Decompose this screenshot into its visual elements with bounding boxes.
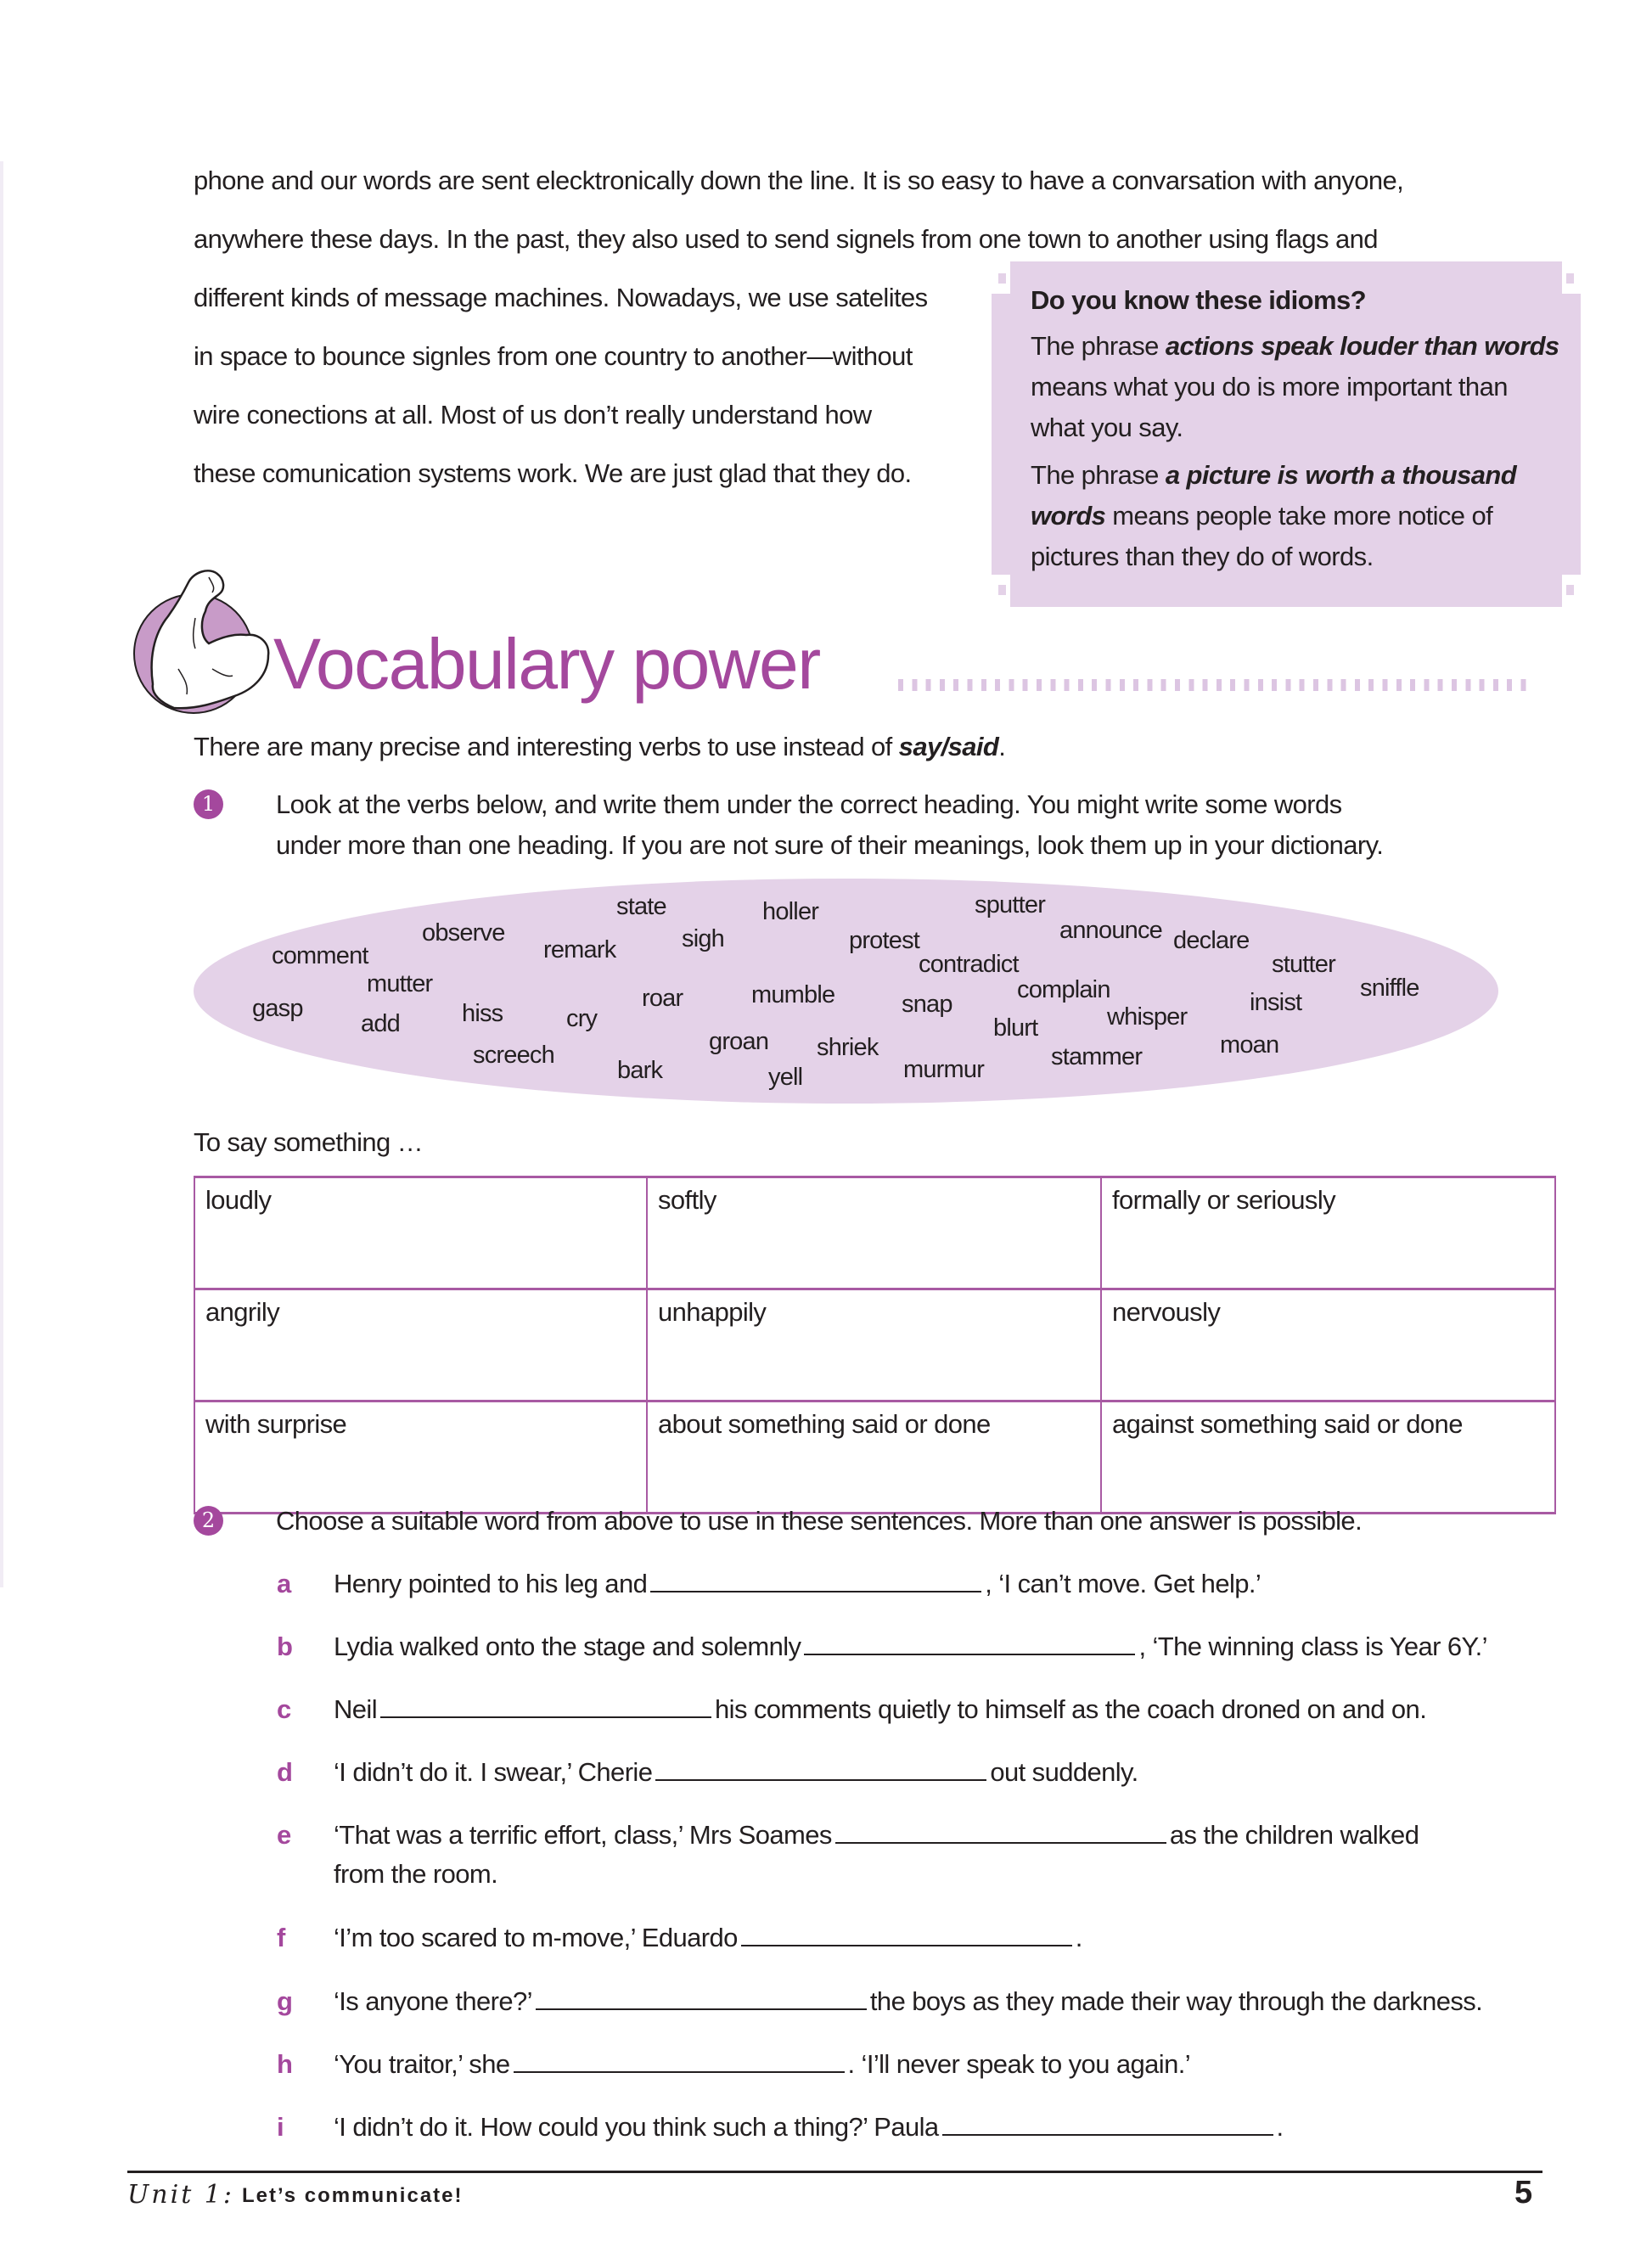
word-bank-word: add: [361, 1010, 400, 1037]
table-cell[interactable]: unhappily: [647, 1289, 1101, 1401]
word-bank-word: mumble: [751, 981, 835, 1008]
idiom-item: The phrase a picture is worth a thousand words means people take more notice of pictures than they do of words.: [1031, 460, 1517, 571]
sentence-text-before: Henry pointed to his leg and: [334, 1569, 648, 1598]
section-title: Vocabulary power: [273, 624, 820, 704]
table-cell[interactable]: about something said or done: [647, 1401, 1101, 1514]
word-bank-word: contradict: [919, 951, 1019, 978]
item-letter: d: [277, 1757, 293, 1787]
word-bank-word: comment: [272, 942, 368, 969]
table-cell[interactable]: angrily: [194, 1289, 647, 1401]
idiom-item: The phrase actions speak louder than words means what you do is more important than what you say.: [1031, 331, 1559, 442]
item-letter: b: [277, 1632, 293, 1661]
table-cell[interactable]: formally or seriously: [1101, 1177, 1555, 1289]
sentence-item: [334, 1628, 1487, 1665]
table-row: [194, 1401, 1555, 1514]
sentence-item: [334, 2109, 1284, 2146]
answer-blank[interactable]: [942, 2110, 1273, 2136]
table-cell[interactable]: softly: [647, 1177, 1101, 1289]
page-number: 5: [1514, 2175, 1533, 2210]
idioms-title: Do you know these idioms?: [1031, 285, 1366, 315]
sentence-item: [334, 1691, 1426, 1728]
word-bank-word: sigh: [682, 925, 724, 952]
answer-blank[interactable]: [380, 1693, 711, 1718]
table-label: To say something …: [194, 1127, 424, 1157]
sentence-item: [334, 1565, 1261, 1603]
word-bank-word: bark: [617, 1057, 663, 1084]
passage-line: phone and our words are sent elecktronically down the line. It is so easy to have a convarsation with anyone,: [194, 166, 1404, 195]
sentence-item: [334, 1919, 1082, 1957]
item-letter: e: [277, 1820, 292, 1850]
table-cell[interactable]: loudly: [194, 1177, 647, 1289]
passage-line: anywhere these days. In the past, they also used to send signels from one town to another using flags and: [194, 224, 1378, 254]
exercise1-instruction: under more than one heading. If you are not sure of their meanings, look them up in your dictionary.: [276, 830, 1384, 860]
sentence-text-after: . ‘I’ll never speak to you again.’: [847, 2049, 1191, 2079]
idiom-phrase: a picture is worth a thousand words: [1031, 460, 1517, 531]
word-bank-word: complain: [1017, 976, 1110, 1003]
sentence-text-before: Neil: [334, 1694, 378, 1724]
word-bank-word: stutter: [1272, 951, 1335, 978]
answer-blank[interactable]: [835, 1818, 1166, 1844]
section-intro: There are many precise and interesting verbs to use instead of say/said.: [194, 732, 1006, 761]
word-bank-word: hiss: [462, 1000, 503, 1027]
heading-dotted-rule: [898, 679, 1526, 691]
sentence-text-before: ‘Is anyone there?’: [334, 1986, 532, 2016]
footer-unit-label: Unit 1:: [127, 2180, 234, 2210]
table-row: [194, 1289, 1555, 1401]
word-bank-word: declare: [1173, 927, 1250, 954]
item-letter: f: [277, 1923, 286, 1952]
word-bank-word: stammer: [1051, 1043, 1143, 1070]
sentence-text-after: .: [1276, 2112, 1284, 2142]
word-bank-word: mutter: [367, 970, 433, 997]
word-bank-word: snap: [902, 991, 952, 1018]
sentence-text-after: .: [1075, 1923, 1082, 1952]
flexed-arm-icon: [127, 567, 272, 718]
exercise-number-badge: 2: [194, 1506, 223, 1536]
word-bank-word: sniffle: [1360, 975, 1419, 1002]
answer-blank[interactable]: [650, 1567, 981, 1592]
sentence-text-after: out suddenly.: [990, 1757, 1138, 1787]
sentence-text-after: the boys as they made their way through the darkness.: [869, 1986, 1483, 2016]
sentence-text-before: ‘I didn’t do it. I swear,’ Cherie: [334, 1757, 653, 1787]
word-bank-word: murmur: [903, 1056, 985, 1083]
table-cell[interactable]: with surprise: [194, 1401, 647, 1514]
sentence-continuation: from the room.: [334, 1859, 498, 1889]
sentence-text-before: ‘I’m too scared to m-move,’ Eduardo: [334, 1923, 738, 1952]
word-bank-word: announce: [1059, 917, 1162, 944]
item-letter: h: [277, 2049, 293, 2079]
word-bank-word: insist: [1250, 989, 1302, 1016]
item-letter: g: [277, 1986, 293, 2016]
sentence-text-before: ‘I didn’t do it. How could you think such a thing?’ Paula: [334, 2112, 939, 2142]
answer-blank[interactable]: [804, 1630, 1135, 1655]
passage-line: wire conections at all. Most of us don’t really understand how: [194, 400, 872, 430]
item-letter: a: [277, 1569, 292, 1598]
word-bank-word: gasp: [252, 995, 303, 1022]
word-bank-word: holler: [762, 898, 819, 925]
sentence-item: [334, 1754, 1138, 1791]
sentence-text-after: his comments quietly to himself as the coach droned on and on.: [715, 1694, 1427, 1724]
sentence-text-after: as the children walked: [1169, 1820, 1419, 1850]
word-bank-word: moan: [1220, 1031, 1279, 1059]
answer-blank[interactable]: [655, 1755, 986, 1781]
item-letter: c: [277, 1694, 292, 1724]
word-bank-word: whisper: [1107, 1003, 1188, 1031]
footer-unit-title: Let’s communicate!: [242, 2184, 464, 2207]
word-bank-word: groan: [709, 1028, 769, 1055]
sentence-item: [334, 1817, 1419, 1854]
word-bank-word: observe: [422, 919, 505, 946]
page-edge-rule: [0, 161, 3, 1587]
sentence-text-before: Lydia walked onto the stage and solemnly: [334, 1632, 801, 1661]
table-cell[interactable]: against something said or done: [1101, 1401, 1555, 1514]
table-row: [194, 1177, 1555, 1289]
sentence-text-before: ‘You traitor,’ she: [334, 2049, 510, 2079]
sentence-text-before: ‘That was a terrific effort, class,’ Mrs Soames: [334, 1820, 832, 1850]
item-letter: i: [277, 2112, 284, 2142]
idiom-phrase: actions speak louder than words: [1165, 331, 1559, 361]
idioms-callout-box: [992, 261, 1581, 607]
word-bank-word: screech: [473, 1042, 554, 1069]
exercise1-instruction: Look at the verbs below, and write them under the correct heading. You might write some words: [276, 789, 1342, 819]
sentence-item: [334, 2046, 1190, 2083]
sentence-text-after: , ‘The winning class is Year 6Y.’: [1138, 1632, 1487, 1661]
word-bank-word: shriek: [817, 1034, 879, 1061]
answer-blank[interactable]: [514, 2047, 845, 2073]
word-bank-word: cry: [566, 1005, 598, 1032]
word-bank-word: roar: [642, 985, 683, 1012]
passage-line: these comunication systems work. We are just glad that they do.: [194, 458, 912, 488]
exercise2-instruction: Choose a suitable word from above to use in these sentences. More than one answer is possible.: [276, 1506, 1363, 1536]
word-bank-word: sputter: [975, 891, 1046, 918]
word-bank-word: yell: [768, 1064, 803, 1091]
passage-line: different kinds of message machines. Nowadays, we use satelites: [194, 283, 928, 312]
word-bank-word: protest: [849, 927, 920, 954]
passage-line: in space to bounce signles from one country to another—without: [194, 341, 913, 371]
footer-rule: [127, 2171, 1542, 2173]
table-cell[interactable]: nervously: [1101, 1289, 1555, 1401]
sentence-text-after: , ‘I can’t move. Get help.’: [985, 1569, 1261, 1598]
word-bank-word: state: [616, 893, 666, 920]
word-bank-word: remark: [543, 936, 616, 963]
exercise-number-badge: 1: [194, 789, 223, 819]
sentence-item: [334, 1983, 1482, 2020]
word-bank-word: blurt: [993, 1014, 1038, 1042]
answer-blank[interactable]: [536, 1985, 867, 2010]
category-table: [194, 1176, 1556, 1514]
answer-blank[interactable]: [741, 1921, 1072, 1946]
